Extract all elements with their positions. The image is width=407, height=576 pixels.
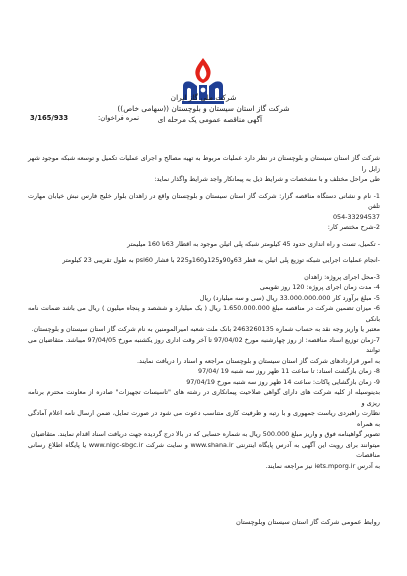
- intro-line-1: شرکت گاز استان سیستان و بلوچستان در نظر دارد عملیات مربوط به تهیه مصالح و اجرای عملیات تکمیل و توسعه شبکه موجود شهر زابل را: [28, 154, 380, 173]
- item-2-title: 2-شرح مختصر کار:: [327, 223, 380, 231]
- item-1: 1- نام و نشانی دستگاه مناقصه گزار: شرکت گاز استان سیستان و بلوچستان واقع در زاهدان بلوار خلیج فارس نبش خیابان مهارت تلفن: [28, 191, 380, 210]
- item-3: 3-محل اجرای پروژه: زاهدان: [304, 272, 380, 281]
- item-5: 5- مبلغ برآورد کار 33.000.000.000 ریال (سی و سه میلیارد) ریال: [199, 293, 380, 302]
- subsidiary-title: شرکت گاز استان سیستان و بلوچستان ((سهامی خاص)): [117, 104, 290, 113]
- item-1-phone: 054-33294537: [332, 212, 380, 221]
- note-line-2: نظارت راهبردی ریاست جمهوری و با رتبه و ظرفیت کاری متناسب دعوت می شود در صورت تمایل، ضمن ارسال نامه اعلام آمادگی به همراه: [28, 409, 380, 428]
- note-line-1: بدینوسیله از کلیه شرکت های دارای گواهی صلاحیت پیمانکاری در رشته های "تاسیسات تجهیزات" صادره از معاونت محترم برنامه ریزی و: [28, 388, 380, 407]
- item-7-b: به امور قراردادهای شرکت گاز استان سیستان و بلوچستان مراجعه و اسناد را دریافت نمایند.: [137, 356, 380, 365]
- company-title: شرکت ملی گاز ایران: [170, 93, 237, 102]
- notice-number: 3/165/933: [30, 114, 69, 122]
- item-8: 8- زمان بازگشت اسناد: تا ساعت 11 ظهر روز سه شنبه 19 /97/04: [198, 367, 380, 375]
- notice-body: [28, 153, 380, 471]
- intro-line-2: طی مراحل مختلف و با مشخصات و شرایط ذیل به پیمانکار واجد شرایط واگذار نماید:: [154, 175, 380, 183]
- item-9: 9- زمان بازگشایی پاکات: ساعت 14 ظهر روز سه شنبه مورخ 97/04/19: [186, 377, 380, 386]
- item-6-b: معتبر یا واریز وجه نقد به حساب شماره 2463260135 بانک ملت شعبه امیرالمومنین به نام شرکت گاز استان سیستان و بلوچستان.: [31, 325, 380, 333]
- item-7-a: 7-زمان توزیع اسناد مناقصه: از روز چهارشنبه مورخ 97/04/02 تا آخر وقت اداری روز یکشنبه مورخ 97/04/05 میباشد. متقاضیان می توانند: [28, 335, 380, 354]
- note-line-3: تصویر گواهینامه فوق و واریز مبلغ 500.000 ریال به شماره حسابی که در بالا درج گردیده جهت دریافت اسناد اقدام نمایند. متقاضیان: [30, 430, 380, 438]
- note-line-4: میتوانند برای رویت این آگهی به آدرس پایگاه اینترنتی www.shana.ir و سایت شرکت www.nigc-sbgc.ir یا پایگاه اطلاع رسانی مناقصات: [28, 440, 380, 459]
- notice-number-label: نمره فراخوان:: [98, 114, 140, 122]
- item-4: 4- مدت زمان اجرای پروژه: 120 روز تقویمی: [259, 283, 380, 291]
- signature: روابط عمومی شرکت گاز استان سیستان وبلوچستان: [235, 518, 380, 526]
- item-2-line-b: -انجام عملیات اجرایی شبکه توزیع پلی اتیلن به قطر 63و90و125و160و225 با فشار psi60 به طول تقریبی 23 کیلومتر: [62, 256, 380, 264]
- item-2-line-a: - تکمیل، تست و راه اندازی حدود 45 کیلومتر شبکه پلی اتیلن موجود به اقطار 63تا 160 میلیمتر: [127, 239, 380, 248]
- item-6-a: 6- میزان تضمین شرکت در مناقصه مبلغ 1.650.000.000 ریال ( یک میلیارد و ششصد و پنجاه میلیون ) ریال می باشد ضمانت نامه بانکی: [28, 304, 380, 323]
- note-line-5: به آدرس iets.mporg.ir نیز مراجعه نمایند.: [265, 461, 380, 470]
- notice-title: آگهی مناقصه عمومی یک مرحله ای: [157, 115, 262, 124]
